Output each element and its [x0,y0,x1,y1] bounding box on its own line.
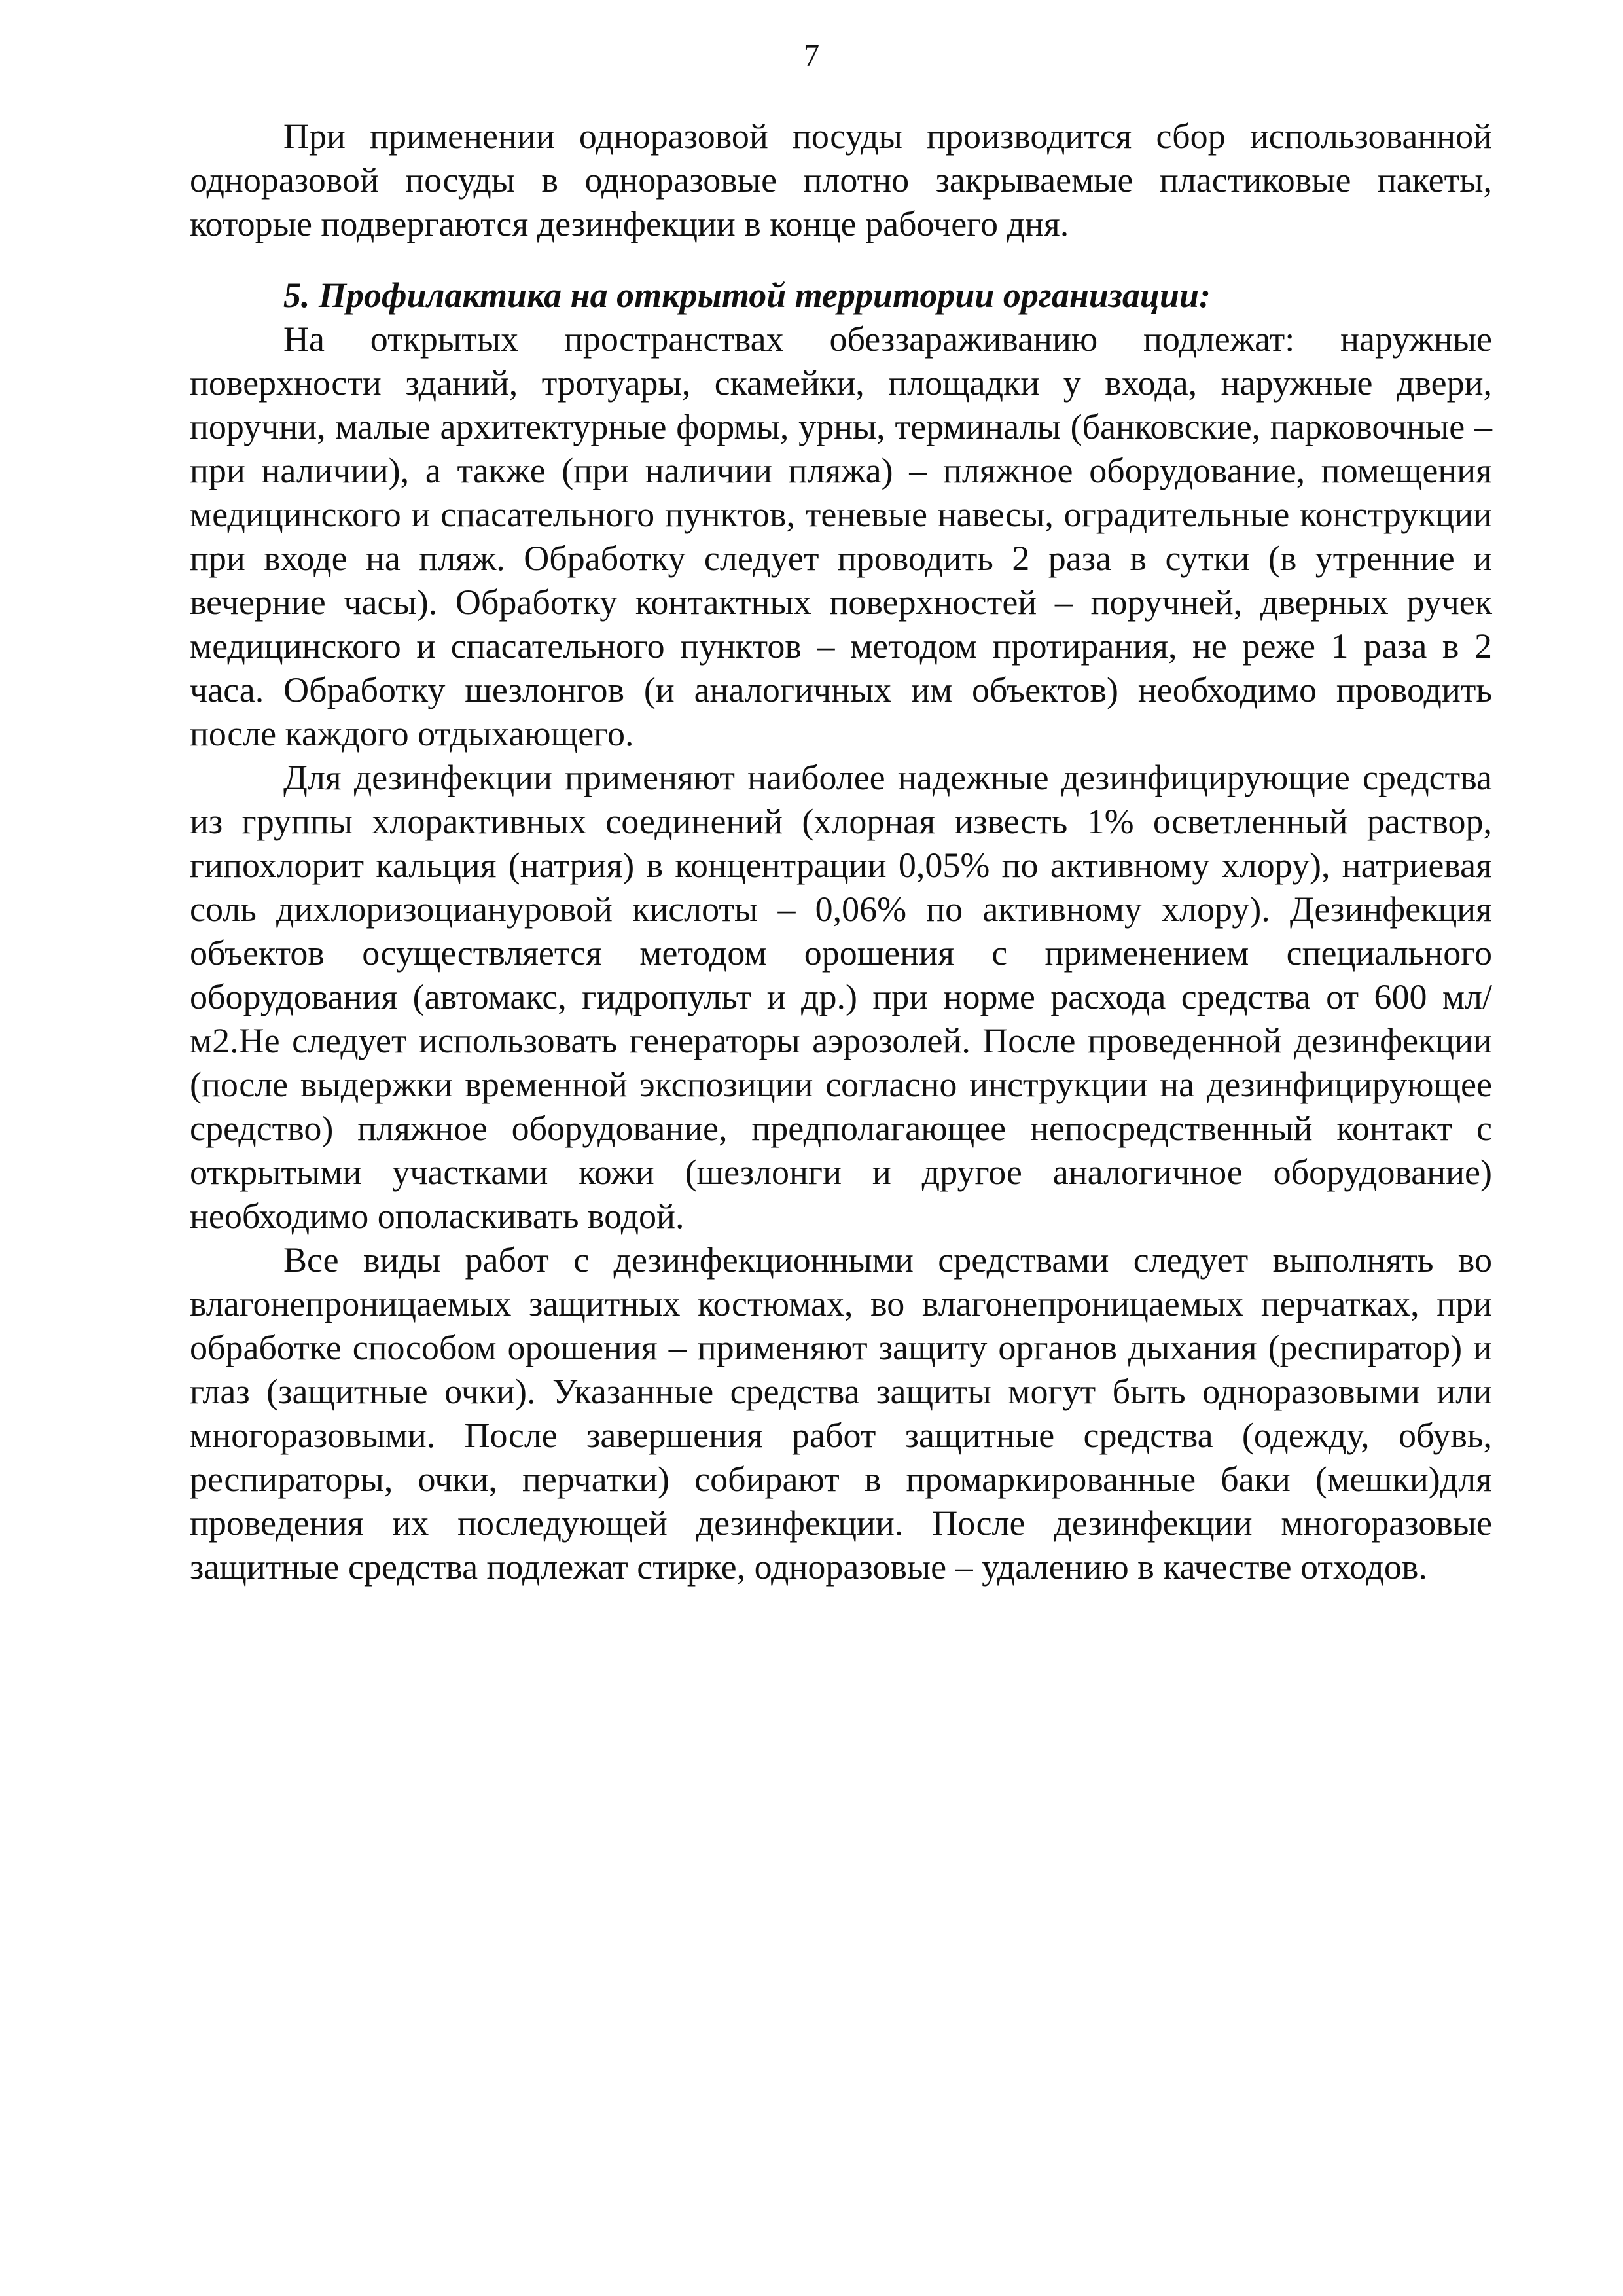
paragraph-protective-equipment: Все виды работ с дезинфекционными средствами следует выполнять во влагонепроницаемых защитных костюмах, во влагонепроницаемых перчатках, при обработке способом орошения – применяют защиту органов дыхания (респиратор) и глаз (защитные очки). Указанные средства защиты могут быть одноразовыми или многоразовыми. После завершения работ защитные средства (одежду, обувь, респираторы, очки, перчатки) собирают в промаркированные баки (мешки)для проведения их последующей дезинфекции. После дезинфекции многоразовые защитные средства подлежат стирке, одноразовые – удалению в качестве отходов. [190,1240,1492,1587]
document-body [190,115,1492,1589]
page-number: 7 [803,37,820,73]
section-heading: 5. Профилактика на открытой территории организации: [283,276,1211,315]
paragraph-disposable-dishes: При применении одноразовой посуды производится сбор использованной одноразовой посуды в одноразовые плотно закрываемые пластиковые пакеты, которые подвергаются дезинфекции в конце рабочего дня. [190,117,1492,243]
paragraph-outdoor-disinfection: На открытых пространствах обеззараживанию подлежат: наружные поверхности зданий, тротуары, скамейки, площадки у входа, наружные двери, поручни, малые архитектурные формы, урны, терминалы (банковские, парковочные – при наличии), а также (при наличии пляжа) – пляжное оборудование, помещения медицинского и спасательного пунктов, теневые навесы, оградительные конструкции при входе на пляж. Обработку следует проводить 2 раза в сутки (в утренние и вечерние часы). Обработку контактных поверхностей – поручней, дверных ручек медицинского и спасательного пунктов – методом протирания, не реже 1 раза в 2 часа. Обработку шезлонгов (и аналогичных им объектов) необходимо проводить после каждого отдыхающего. [190,319,1492,753]
paragraph-disinfectants: Для дезинфекции применяют наиболее надежные дезинфицирующие средства из группы хлорактивных соединений (хлорная известь 1% осветленный раствор, гипохлорит кальция (натрия) в концентрации 0,05% по активному хлору), натриевая соль дихлоризоциануровой кислоты – 0,06% по активному хлору). Дезинфекция объектов осуществляется методом орошения с применением специального оборудования (автомакс, гидропульт и др.) при норме расхода средства от 600 мл/м2.Не следует использовать генераторы аэрозолей. После проведенной дезинфекции (после выдержки временной экспозиции согласно инструкции на дезинфицирующее средство) пляжное оборудование, предполагающее непосредственный контакт с открытыми участками кожи (шезлонги и другое аналогичное оборудование) необходимо ополаскивать водой. [190,758,1492,1236]
